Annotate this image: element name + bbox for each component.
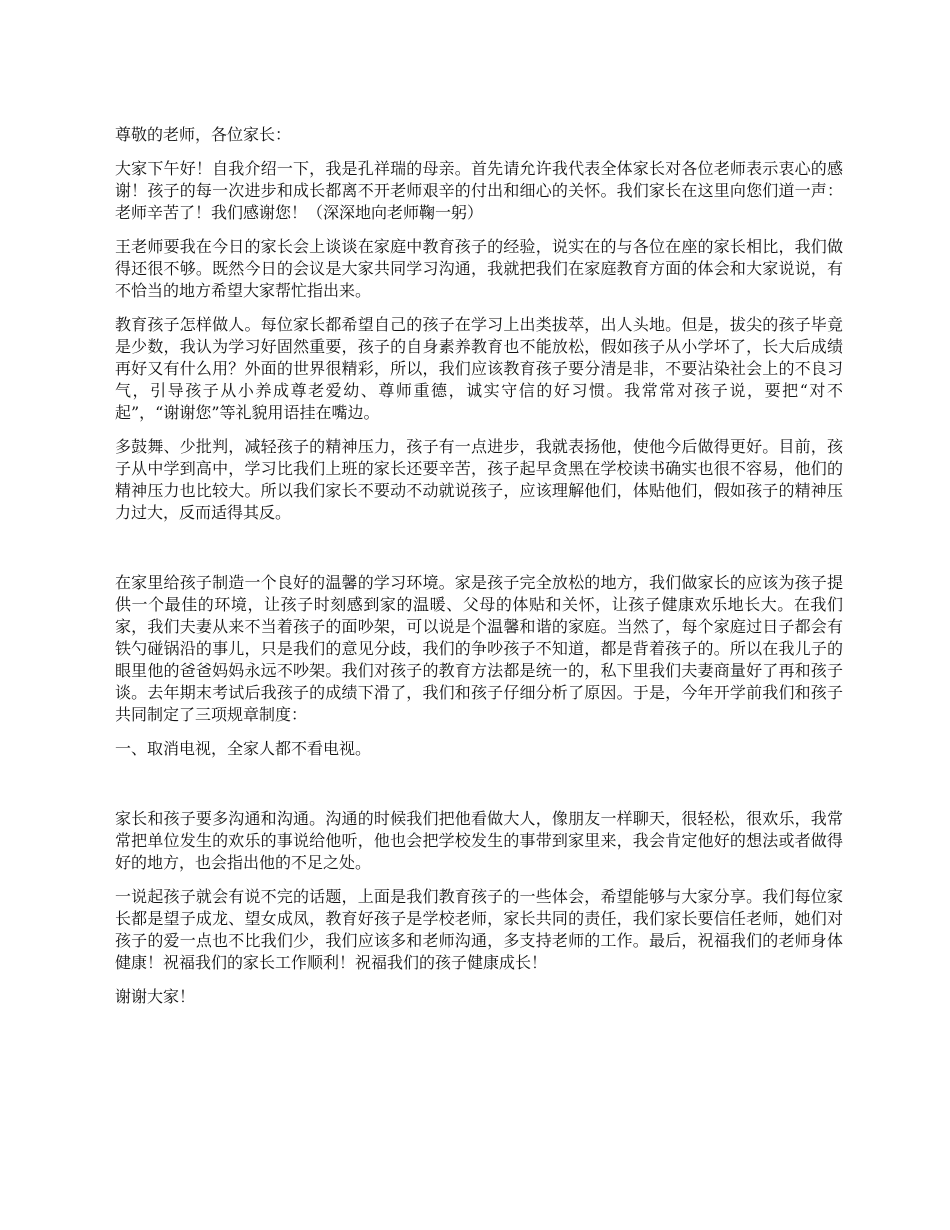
paragraph-communication: 家长和孩子要多沟通和沟通。沟通的时候我们把他看做大人，像朋友一样聊天，很轻松，很欢乐，我常常把单位发生的欢乐的事说给他听，他也会把学校发生的事带到家里来，我会肯定他好的想法或者做得好的地方，也会指出他的不足之处。	[115, 809, 843, 872]
salutation: 尊敬的老师，各位家长：	[115, 125, 292, 144]
paragraph-encouragement: 多鼓舞、少批判，减轻孩子的精神压力，孩子有一点进步，我就表扬他，使他今后做得更好。目前，孩子从中学到高中，学习比我们上班的家长还要辛苦，孩子起早贪黑在学校读书确实也很不容易，他们的精神压力也比较大。所以我们家长不要动不动就说孩子，应该理解他们，体贴他们，假如孩子的精神压力过大，反而适得其反。	[115, 437, 843, 522]
paragraph-greeting: 大家下午好！自我介绍一下，我是孔祥瑞的母亲。首先请允许我代表全体家长对各位老师表示衷心的感谢！孩子的每一次进步和成长都离不开老师艰辛的付出和细心的关怀。我们家长在这里向您们道一声：老师辛苦了！我们感谢您！（深深地向老师鞠一躬）	[115, 159, 843, 222]
section-gap	[115, 536, 843, 572]
paragraph-rule-one: 一、取消电视，全家人都不看电视。	[115, 739, 372, 758]
paragraph-introduction: 王老师要我在今日的家长会上谈谈在家庭中教育孩子的经验，说实在的与各位在座的家长相比，我们做得还很不够。既然今日的会议是大家共同学习沟通，我就把我们在家庭教育方面的体会和大家说说，有不恰当的地方希望大家帮忙指出来。	[115, 237, 843, 300]
document-body	[115, 124, 843, 1020]
paragraph-conclusion: 一说起孩子就会有说不完的话题，上面是我们教育孩子的一些体会，希望能够与大家分享。我们每位家长都是望子成龙、望女成凤，教育好孩子是学校老师，家长共同的责任，我们家长要信任老师，她们对孩子的爱一点也不比我们少，我们应该多和老师沟通，多支持老师的工作。最后，祝福我们的老师身体健康！祝福我们的家长工作顺利！祝福我们的孩子健康成长！	[115, 887, 843, 972]
section-gap	[115, 772, 843, 808]
paragraph-home-environment: 在家里给孩子制造一个良好的温馨的学习环境。家是孩子完全放松的地方，我们做家长的应该为孩子提供一个最佳的环境，让孩子时刻感到家的温暖、父母的体贴和关怀，让孩子健康欢乐地长大。在我们家，我们夫妻从来不当着孩子的面吵架，可以说是个温馨和谐的家庭。当然了，每个家庭过日子都会有铁勺碰锅沿的事儿，只是我们的意见分歧，我们的争吵孩子不知道，都是背着孩子的。所以在我儿子的眼里他的爸爸妈妈永远不吵架。我们对孩子的教育方法都是统一的，私下里我们夫妻商量好了再和孩子谈。去年期末考试后我孩子的成绩下滑了，我们和孩子仔细分析了原因。于是，今年开学前我们和孩子共同制定了三项规章制度：	[115, 573, 843, 724]
paragraph-character-education: 教育孩子怎样做人。每位家长都希望自己的孩子在学习上出类拔萃，出人头地。但是，拔尖的孩子毕竟是少数，我认为学习好固然重要，孩子的自身素养教育也不能放松，假如孩子从小学坏了，长大后成绩再好又有什么用？外面的世界很精彩，所以，我们应该教育孩子要分清是非，不要沾染社会上的不良习气，引导孩子从小养成尊老爱幼、尊师重德，诚实守信的好习惯。我常常对孩子说，要把“对不起”，“谢谢您”等礼貌用语挂在嘴边。	[115, 315, 843, 422]
closing-thanks: 谢谢大家！	[115, 987, 196, 1006]
